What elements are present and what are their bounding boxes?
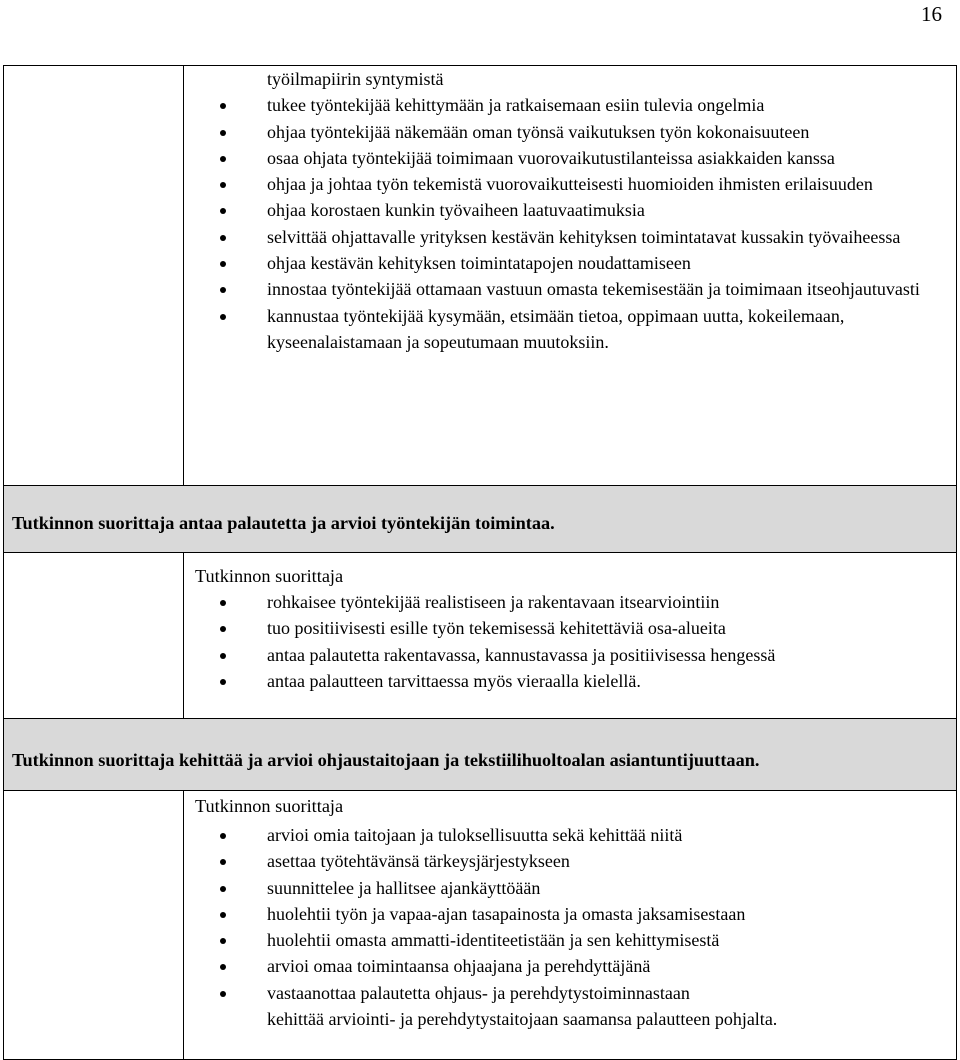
list-item — [220, 303, 920, 356]
list-item — [220, 589, 920, 615]
list-item-text: rohkaisee työntekijää realistiseen ja rakentavaan itsearviointiin — [267, 592, 720, 612]
list-item-text: innostaa työntekijää ottamaan vastuun omasta tekemisestään ja toimimaan itseohjautuvasti — [267, 279, 920, 300]
list-item — [220, 66, 920, 92]
list-item-text: huolehtii työn ja vapaa-ajan tasapainosta ja omasta jaksamisestaan — [267, 903, 746, 924]
column-divider — [183, 790, 184, 1060]
list-item — [220, 822, 920, 848]
list-item — [220, 615, 920, 641]
list-item-text: kehittää arviointi- ja perehdytystaitojaan saamansa palautteen pohjalta. — [267, 1009, 778, 1030]
column-divider — [183, 65, 184, 485]
section2-intro: Tutkinnon suorittaja — [195, 566, 344, 586]
list-item-text: tuo positiivisesti esille työn tekemisessä kehitettäviä osa-alueita — [267, 618, 726, 639]
list-item-text: ohjaa korostaen kunkin työvaiheen laatuvaatimuksia — [267, 200, 645, 221]
list-item — [220, 171, 920, 197]
list-item — [220, 1006, 920, 1032]
list-item — [220, 980, 920, 1006]
list-item — [220, 953, 920, 979]
list-item — [220, 276, 920, 302]
list-item-text: huolehtii omasta ammatti-identiteetistään ja sen kehittymisestä — [267, 930, 720, 951]
list-item-text: antaa palautetta rakentavassa, kannustavassa ja positiivisessa hengessä — [267, 644, 776, 665]
list-item — [220, 197, 920, 223]
list-item — [220, 642, 920, 668]
list-item — [220, 224, 920, 250]
list-item-text: asettaa työtehtävänsä tärkeysjärjestykseen — [267, 851, 570, 872]
row-divider — [3, 552, 957, 553]
list-item — [220, 927, 920, 953]
list-item — [220, 875, 920, 901]
list-item-text: antaa palautteen tarvittaessa myös vieraalla kielellä. — [267, 670, 641, 691]
list-item-text: ohjaa kestävän kehityksen toimintatapojen noudattamiseen — [267, 253, 691, 274]
page-number: 16 — [921, 2, 942, 26]
list-item — [220, 901, 920, 927]
list-item-text: osaa ohjata työntekijää toimimaan vuorovaikutustilanteissa asiakkaiden kanssa — [267, 147, 835, 168]
column-divider — [183, 552, 184, 718]
section3-criteria-list — [220, 822, 920, 1032]
section3-intro: Tutkinnon suorittaja — [195, 796, 344, 816]
list-item-text: suunnittelee ja hallitsee ajankäyttöään — [267, 877, 541, 898]
list-item-text: arvioi omaa toimintaansa ohjaajana ja perehdyttäjänä — [267, 956, 651, 977]
list-item-text: ohjaa ja johtaa työn tekemistä vuorovaikutteisesti huomioiden ihmisten erilaisuuden — [267, 174, 873, 195]
section3-heading: Tutkinnon suorittaja kehittää ja arvioi ohjaustaitojaan ja tekstiilihuoltoalan asiantuntijuuttaan. — [4, 719, 956, 790]
list-item-text: arvioi omia taitojaan ja tuloksellisuutta sekä kehittää niitä — [267, 825, 683, 845]
list-item-text: tukee työntekijää kehittymään ja ratkaisemaan esiin tulevia ongelmia — [267, 95, 765, 116]
list-item — [220, 145, 920, 171]
list-item-text: kannustaa työntekijää kysymään, etsimään tietoa, oppimaan uutta, kokeilemaan, kyseenalaistamaan ja sopeutumaan muutoksiin. — [267, 305, 845, 352]
list-item — [220, 92, 920, 118]
list-item — [220, 250, 920, 276]
section1-criteria-list — [220, 66, 920, 355]
row-divider — [3, 790, 957, 791]
list-item-text: selvittää ohjattavalle yrityksen kestävän kehityksen toimintatavat kussakin työvaiheessa — [267, 226, 901, 247]
section2-criteria-list — [220, 589, 920, 694]
list-item-text: vastaanottaa palautetta ohjaus- ja perehdytystoiminnastaan — [267, 982, 690, 1003]
list-item-text: työilmapiirin syntymistä — [267, 69, 444, 89]
section2-heading: Tutkinnon suorittaja antaa palautetta ja arvioi työntekijän toimintaa. — [4, 486, 956, 552]
list-item-text: ohjaa työntekijää näkemään oman työnsä vaikutuksen työn kokonaisuuteen — [267, 121, 810, 142]
list-item — [220, 848, 920, 874]
list-item — [220, 119, 920, 145]
list-item — [220, 668, 920, 694]
